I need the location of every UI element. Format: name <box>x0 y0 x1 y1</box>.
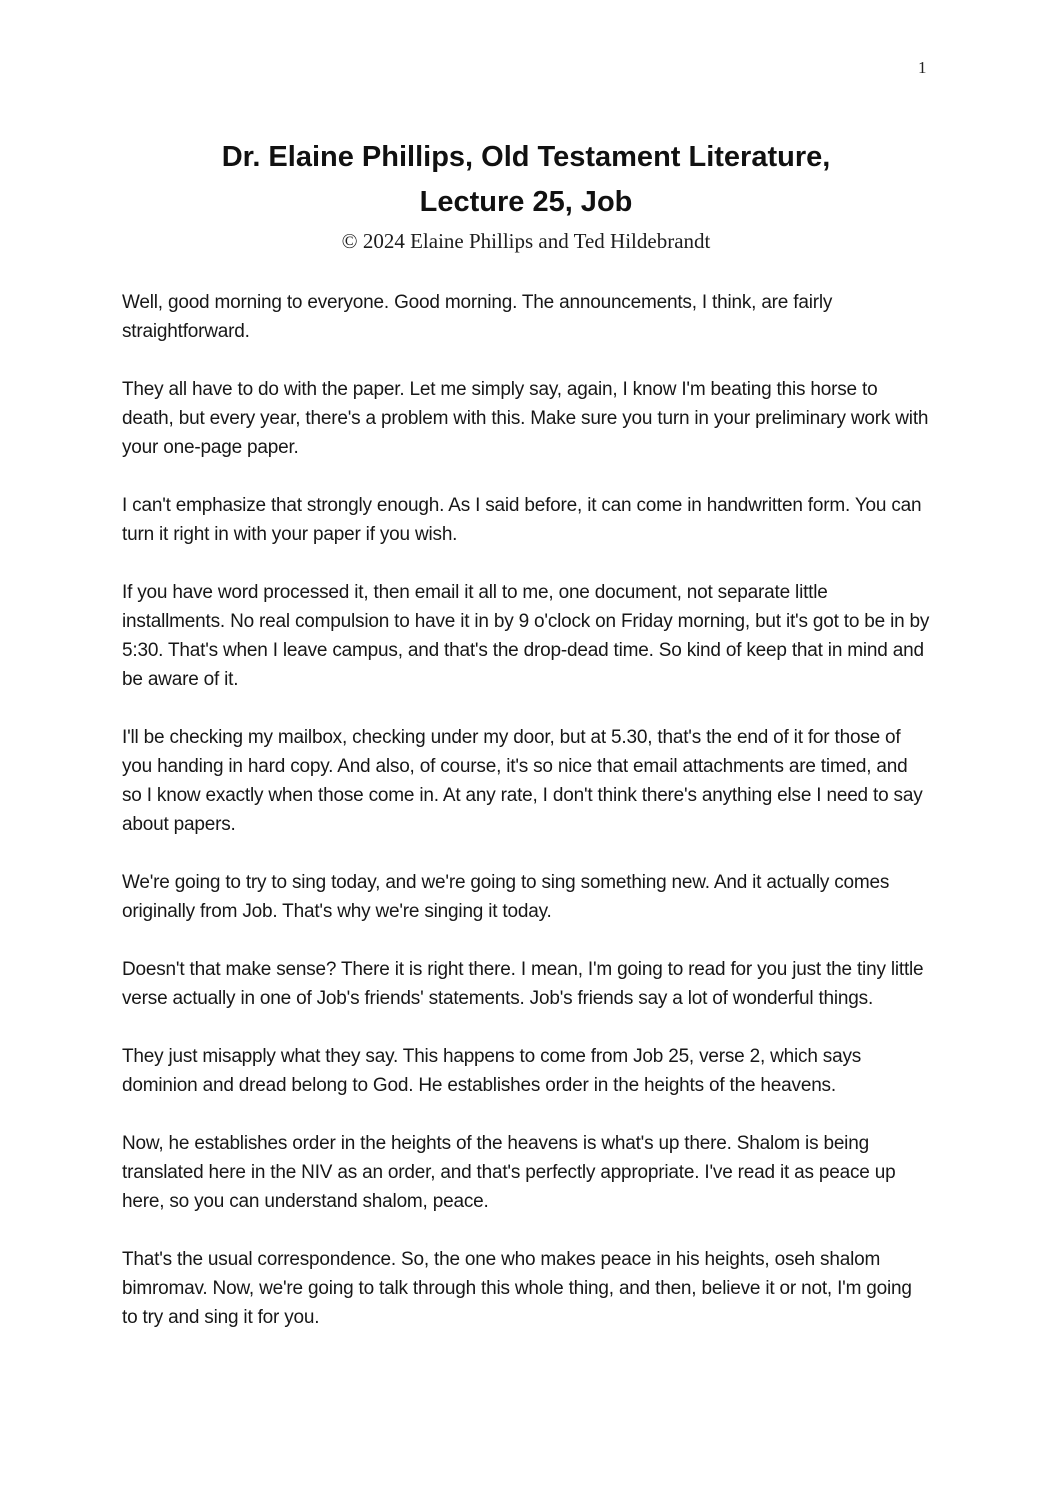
paragraph: I can't emphasize that strongly enough. As I said before, it can come in handwritten form. You can turn it right in with your paper if you wish. <box>122 495 922 545</box>
paragraph: We're going to try to sing today, and we're going to sing something new. And it actually comes originally from Job. That's why we're singing it today. <box>122 872 890 922</box>
paragraph: Now, he establishes order in the heights of the heavens is what's up there. Shalom is being translated here in the NIV as an order, and that's perfectly appropriate. I've read it as peace up here, so you can understand shalom, peace. <box>122 1133 896 1212</box>
paragraph: They just misapply what they say. This happens to come from Job 25, verse 2, which says dominion and dread belong to God. He establishes order in the heights of the heavens. <box>122 1046 862 1096</box>
document-title-line1: Dr. Elaine Phillips, Old Testament Literature, <box>221 141 831 173</box>
paragraph: Doesn't that make sense? There it is right there. I mean, I'm going to read for you just the tiny little verse actually in one of Job's friends' statements. Job's friends say a lot of wonderful things. <box>122 959 924 1009</box>
paragraph: That's the usual correspondence. So, the one who makes peace in his heights, oseh shalom bimromav. Now, we're going to talk through this whole thing, and then, believe it or not, I'm going to try and sing it for you. <box>122 1249 912 1328</box>
copyright-line: © 2024 Elaine Phillips and Ted Hildebrandt <box>341 229 711 253</box>
document-title <box>122 135 930 225</box>
body-paragraphs <box>122 288 930 1332</box>
paragraph: I'll be checking my mailbox, checking under my door, but at 5.30, that's the end of it for those of you handing in hard copy. And also, of course, it's so nice that email attachments are timed, and so I know exactly when those come in. At any rate, I don't think there's anything else I need to say about papers. <box>122 727 923 835</box>
paragraph: Well, good morning to everyone. Good morning. The announcements, I think, are fairly straightforward. <box>122 292 833 342</box>
page-number: 1 <box>918 58 927 77</box>
document-title-line2: Lecture 25, Job <box>419 186 633 218</box>
paragraph: They all have to do with the paper. Let me simply say, again, I know I'm beating this horse to death, but every year, there's a problem with this. Make sure you turn in your preliminary work with your one-page paper. <box>122 379 929 458</box>
paragraph: If you have word processed it, then email it all to me, one document, not separate little installments. No real compulsion to have it in by 9 o'clock on Friday morning, but it's got to be in by 5:30. That's when I leave campus, and that's the drop-dead time. So kind of keep that in mind and be aware of it. <box>122 582 930 690</box>
